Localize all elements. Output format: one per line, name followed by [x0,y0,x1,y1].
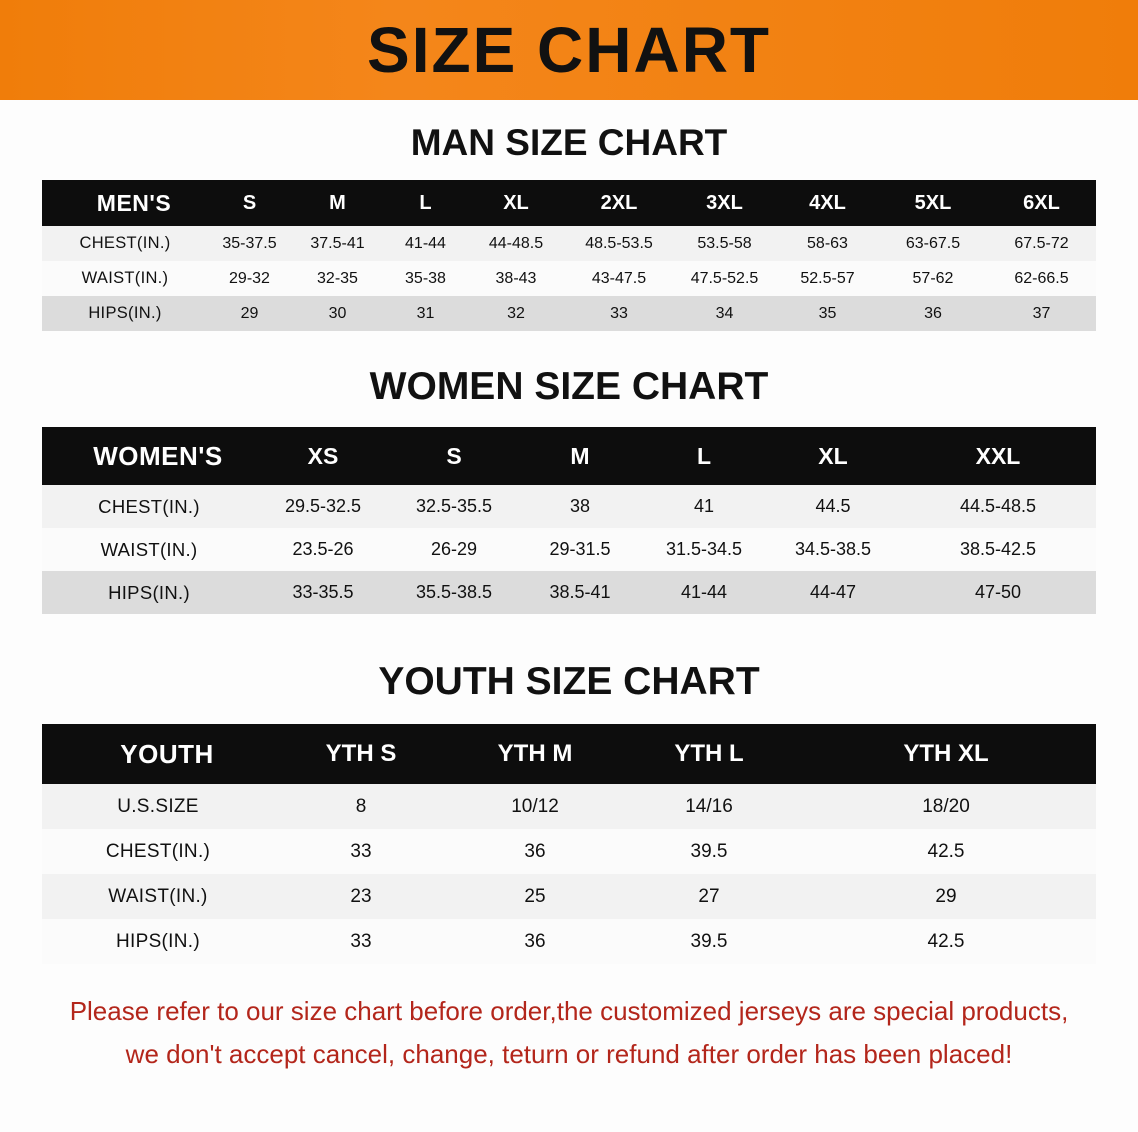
man-hips-7: 35 [818,304,837,322]
man-col-2: M [291,180,384,226]
women-hips-3: 38.5-41 [549,582,611,602]
table-row [42,296,1096,331]
women-section-heading: WOMEN SIZE CHART [369,365,769,408]
youth-ussize-1: 8 [355,795,367,817]
man-chest-9: 67.5-72 [1014,234,1069,252]
man-corner-label: MEN'S [42,180,208,226]
man-section-heading: MAN SIZE CHART [410,122,728,163]
table-row [42,919,1096,964]
man-hips-5: 33 [610,304,628,322]
table-row [42,829,1096,874]
policy-note-line-2: we don't accept cancel, change, teturn or refund after order has been placed! [125,1038,1013,1069]
women-chest-5: 44.5 [815,496,851,516]
table-row [42,571,1096,614]
youth-col-4: YTH XL [796,724,1096,784]
man-chest-5: 48.5-53.5 [585,234,653,252]
women-waist-6: 38.5-42.5 [959,539,1037,559]
man-hips-1: 29 [240,304,259,322]
women-chest-3: 38 [569,496,591,516]
man-waist-2: 32-35 [317,269,358,287]
youth-hips-3: 39.5 [690,930,728,952]
women-hips-1: 33-35.5 [292,582,354,602]
man-chest-8: 63-67.5 [905,234,961,252]
women-row-label-chest: CHEST(IN.) [98,495,200,517]
policy-note [40,990,1098,1076]
youth-table-wrap [42,724,1096,964]
man-col-5: 2XL [565,180,673,226]
women-waist-1: 23.5-26 [292,539,354,559]
youth-hips-1: 33 [350,930,372,952]
women-hips-5: 44-47 [809,582,857,602]
women-size-table [42,427,1096,614]
youth-waist-4: 29 [935,885,957,907]
table-row [42,485,1096,528]
women-row-label-hips: HIPS(IN.) [108,581,190,603]
youth-ussize-4: 18/20 [922,795,970,817]
women-col-5: XL [766,427,900,485]
youth-chest-1: 33 [350,840,372,862]
women-col-1: XS [256,427,390,485]
man-chest-3: 41-44 [405,234,446,252]
table-row [42,261,1096,296]
man-row-label-waist: WAIST(IN.) [81,269,169,287]
women-waist-5: 34.5-38.5 [794,539,872,559]
man-row-label-chest: CHEST(IN.) [79,234,171,252]
women-corner-label: WOMEN'S [42,427,256,485]
man-chest-6: 53.5-58 [697,234,752,252]
youth-chest-3: 39.5 [690,840,728,862]
youth-ussize-2: 10/12 [511,795,559,817]
man-col-8: 5XL [879,180,987,226]
women-chest-6: 44.5-48.5 [959,496,1037,516]
man-size-table [42,180,1096,331]
youth-header-row [42,724,1096,784]
women-waist-4: 31.5-34.5 [665,539,743,559]
man-hips-3: 31 [416,304,435,322]
man-waist-4: 38-43 [495,269,537,287]
women-hips-4: 41-44 [680,582,728,602]
page-banner [0,0,1138,100]
women-hips-2: 35.5-38.5 [415,582,493,602]
women-hips-6: 47-50 [974,582,1022,602]
man-waist-8: 57-62 [912,269,954,287]
man-chest-7: 58-63 [807,234,848,252]
man-waist-5: 43-47.5 [591,269,647,287]
youth-hips-2: 36 [524,930,546,952]
man-waist-7: 52.5-57 [800,269,855,287]
man-col-4: XL [467,180,565,226]
man-header-row [42,180,1096,226]
page-title: SIZE CHART [367,14,771,86]
women-col-2: S [390,427,518,485]
man-waist-9: 62-66.5 [1014,269,1069,287]
man-hips-2: 30 [328,304,347,322]
table-row [42,874,1096,919]
youth-row-label-waist: WAIST(IN.) [108,885,208,907]
youth-col-1: YTH S [274,724,448,784]
youth-waist-3: 27 [698,885,720,907]
man-col-9: 6XL [987,180,1096,226]
man-hips-9: 37 [1032,304,1051,322]
youth-row-label-chest: CHEST(IN.) [105,840,211,862]
women-chest-4: 41 [693,496,715,516]
policy-note-line-1: Please refer to our size chart before order,the customized jerseys are special products, [69,996,1069,1026]
man-col-6: 3XL [673,180,776,226]
youth-size-table [42,724,1096,964]
women-waist-3: 29-31.5 [549,539,611,559]
table-row [42,226,1096,261]
youth-corner-label: YOUTH [42,724,274,784]
youth-col-3: YTH L [622,724,796,784]
youth-row-label-hips: HIPS(IN.) [116,930,200,952]
women-chest-2: 32.5-35.5 [415,496,493,516]
women-chest-1: 29.5-32.5 [284,496,362,516]
women-col-4: L [642,427,766,485]
man-waist-3: 35-38 [405,269,446,287]
youth-section-heading: YOUTH SIZE CHART [378,660,760,703]
women-row-label-waist: WAIST(IN.) [100,538,198,560]
youth-ussize-3: 14/16 [685,795,733,817]
man-row-label-hips: HIPS(IN.) [88,304,162,322]
man-chest-4: 44-48.5 [488,234,544,252]
youth-chest-4: 42.5 [927,840,965,862]
man-col-3: L [384,180,467,226]
table-row [42,528,1096,571]
man-hips-4: 32 [507,304,525,322]
women-table-wrap [42,427,1096,614]
man-hips-6: 34 [715,304,734,322]
man-chest-2: 37.5-41 [310,234,365,252]
youth-waist-2: 25 [524,885,546,907]
youth-waist-1: 23 [350,885,372,907]
man-waist-1: 29-32 [229,269,270,287]
youth-col-2: YTH M [448,724,622,784]
man-chest-1: 35-37.5 [222,234,277,252]
man-waist-6: 47.5-52.5 [690,269,759,287]
table-row [42,784,1096,829]
youth-row-label-ussize: U.S.SIZE [117,795,199,817]
youth-hips-4: 42.5 [927,930,965,952]
man-table-wrap [42,180,1096,331]
women-col-3: M [518,427,642,485]
women-waist-2: 26-29 [430,539,478,559]
man-col-7: 4XL [776,180,879,226]
women-header-row [42,427,1096,485]
man-hips-8: 36 [924,304,942,322]
man-col-1: S [208,180,291,226]
women-col-6: XXL [900,427,1096,485]
youth-chest-2: 36 [524,840,546,862]
